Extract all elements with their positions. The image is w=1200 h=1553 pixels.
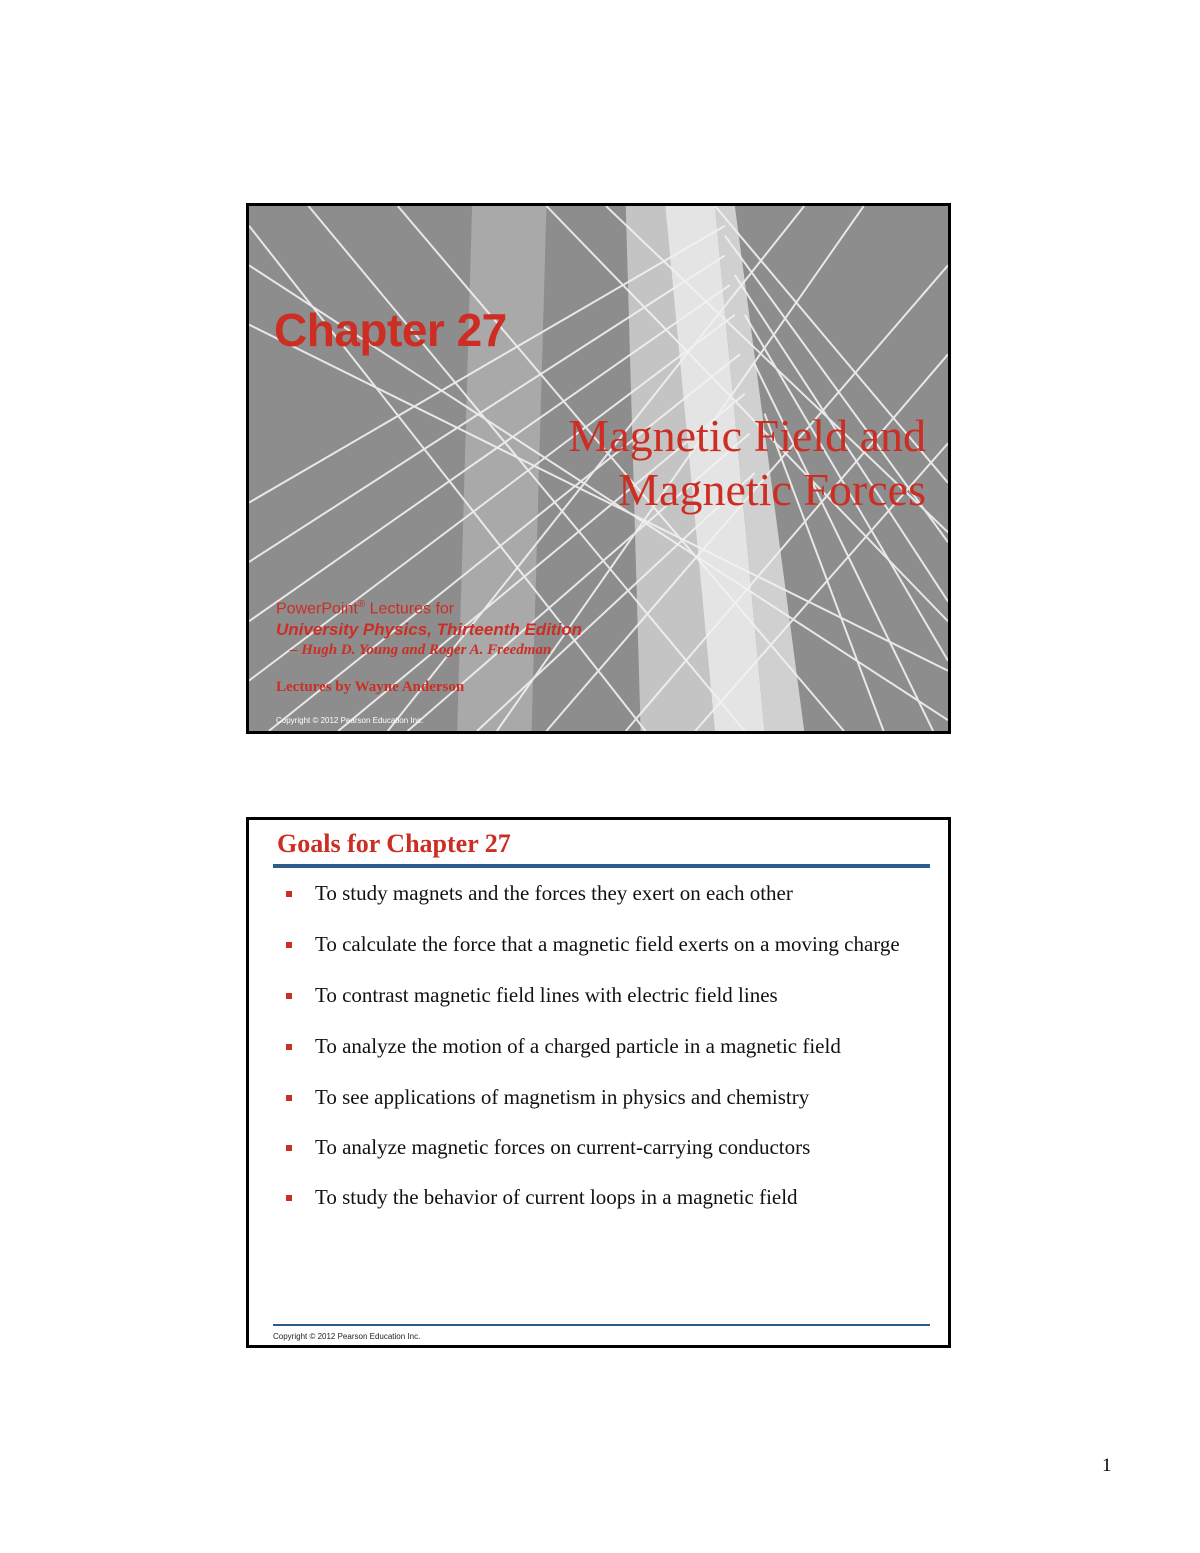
chapter-title: Chapter 27	[274, 304, 507, 356]
lecture-credits	[276, 599, 582, 696]
goals-title: Goals for Chapter 27	[277, 829, 511, 858]
slide-title-line-1: Magnetic Field and	[568, 410, 926, 461]
goal-item: To contrast magnetic field lines with electric field lines	[279, 980, 939, 1011]
slide-title-line-2: Magnetic Forces	[618, 464, 926, 515]
copyright-notice: Copyright © 2012 Pearson Education Inc.	[273, 1332, 421, 1341]
goal-item: To see applications of magnetism in physics and chemistry	[279, 1082, 939, 1113]
lectures-for-line: PowerPoint® Lectures for	[276, 599, 455, 618]
goals-slide	[246, 817, 951, 1348]
copyright-notice: Copyright © 2012 Pearson Education Inc.	[276, 716, 424, 725]
book-authors: – Hugh D. Young and Roger A. Freedman	[290, 642, 552, 659]
page-number: 1	[1102, 1455, 1112, 1476]
title-slide	[246, 203, 951, 734]
goal-item: To analyze the motion of a charged particle in a magnetic field	[279, 1031, 939, 1062]
goal-item: To calculate the force that a magnetic field exerts on a moving charge	[279, 929, 939, 960]
footer-divider	[273, 1324, 930, 1326]
lecturer-name: Lectures by Wayne Anderson	[276, 679, 465, 696]
goal-item: To study the behavior of current loops in a magnetic field	[279, 1182, 939, 1213]
title-divider	[273, 864, 930, 868]
slide-title	[568, 409, 926, 517]
goal-item: To study magnets and the forces they exert on each other	[279, 878, 939, 909]
goal-item: To analyze magnetic forces on current-carrying conductors	[279, 1132, 939, 1163]
book-title: University Physics, Thirteenth Edition	[276, 620, 583, 640]
goal-list	[279, 878, 939, 1213]
